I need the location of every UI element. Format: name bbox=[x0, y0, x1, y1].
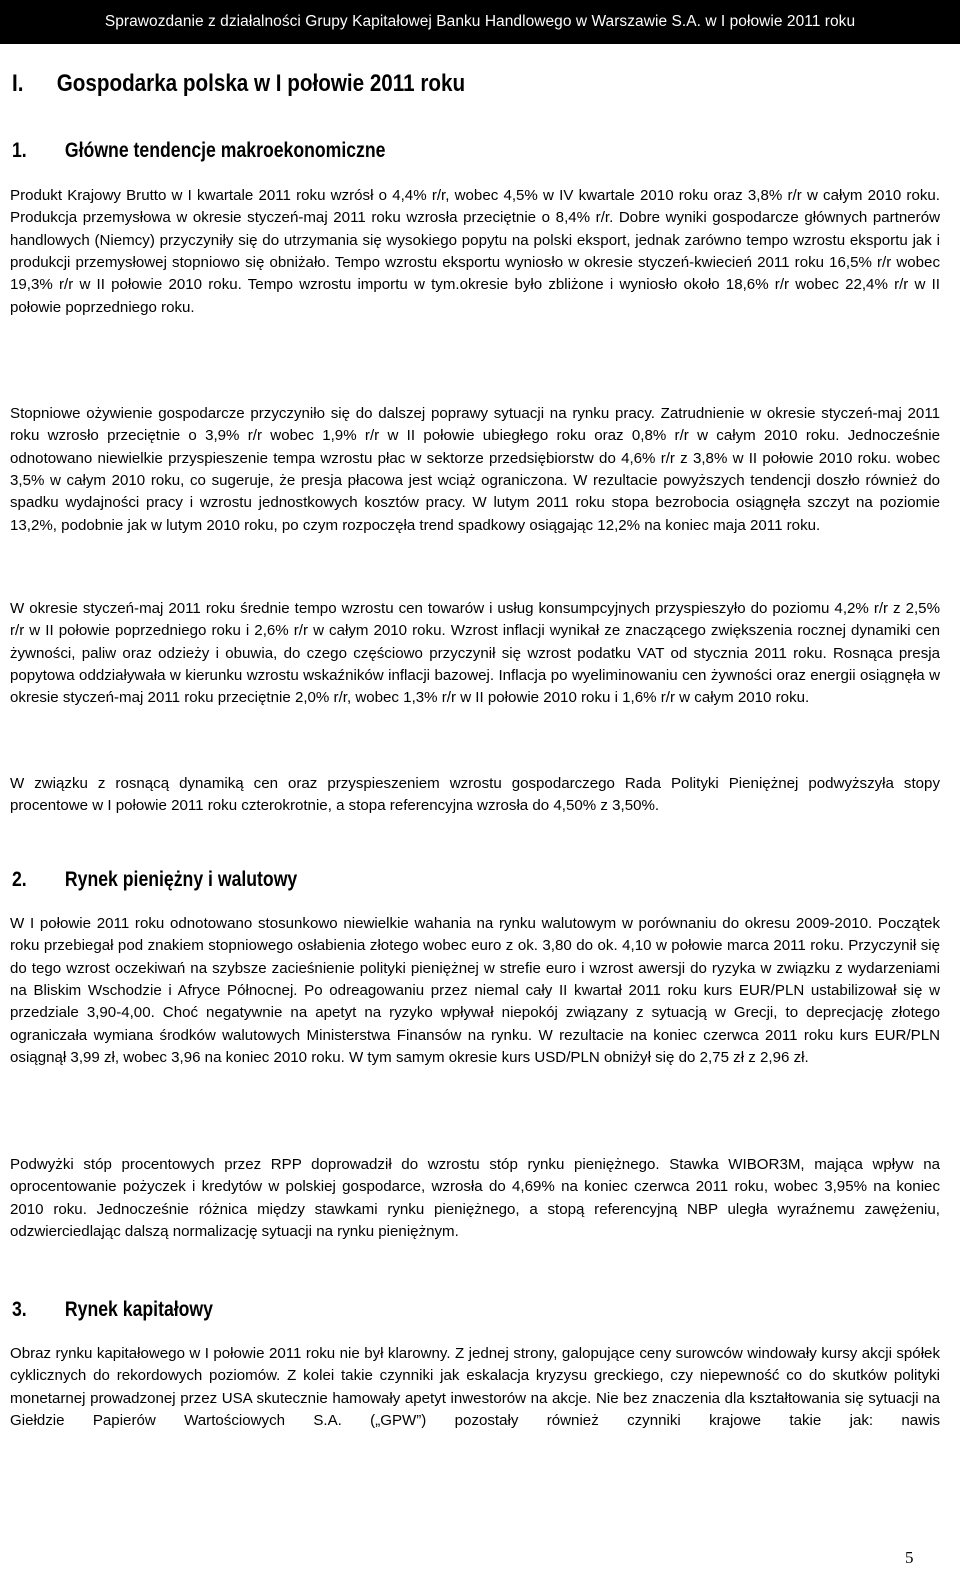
subsection-heading-1 bbox=[12, 139, 385, 163]
paragraph: Stopniowe ożywienie gospodarcze przyczyniło się do dalszej poprawy sytuacji na rynku pracy. Zatrudnienie w okresie styczeń-maj 2011 roku wzrosło przeciętnie o 3,9% r/r wobec 1,9% r/r w II połowie ubiegłego roku oraz 0,8% r/r w całym 2010 roku. Jednocześnie odnotowano niewielkie przyspieszenie tempa wzrostu płac w sektorze przedsiębiorstw do 4,6% r/r z 3,8% w II połowie 2010 roku. wobec 3,5% w całym 2010 roku, co sugeruje, że presja płacowa jest wciąż ograniczona. W rezultacie powyższych tendencji doszło również do spadku wydajności pracy i wzrostu jednostkowych kosztów pracy. W lutym 2011 roku stopa bezrobocia osiągnęła szczyt na poziomie 13,2%, podobnie jak w lutym 2010 roku, po czym rozpoczęła trend spadkowy osiągając 12,2% na koniec maja 2011 roku. bbox=[10, 405, 940, 534]
subsection-heading-3 bbox=[12, 1298, 213, 1322]
subsection-number: 1. bbox=[12, 139, 27, 162]
section-number: I. bbox=[12, 70, 24, 97]
subsection-heading-2 bbox=[12, 868, 297, 892]
page-number: 5 bbox=[905, 1548, 914, 1567]
subsection-title: Rynek pieniężny i walutowy bbox=[64, 868, 298, 891]
paragraph: Produkt Krajowy Brutto w I kwartale 2011 roku wzrósł o 4,4% r/r, wobec 4,5% w IV kwartale 2010 roku oraz 3,8% r/r w całym 2010 roku. Produkcja przemysłowa w okresie styczeń-maj 2011 roku wzrosła przeciętnie o 8,4% r/r. Dobre wyniki gospodarcze głównych partnerów handlowych (Niemcy) przyczyniły się do utrzymania się wysokiego popytu na polski eksport, jednak zarówno tempo wzrostu eksportu jak i produkcji przemysłowej stopniowo się obniżało. Tempo wzrostu eksportu wyniosło w okresie styczeń-kwiecień 2011 roku 16,5% r/r wobec 19,3% r/r w II połowie 2010 roku. Tempo wzrostu importu w tym.okresie było zbliżone i wyniosło około 18,6% r/r wobec 22,4% r/r w II połowie poprzedniego roku. bbox=[10, 187, 940, 316]
paragraph: W I połowie 2011 roku odnotowano stosunkowo niewielkie wahania na rynku walutowym w porównaniu do okresu 2009-2010. Początek roku przebiegał pod znakiem stopniowego osłabienia złotego wobec euro z ok. 3,80 do ok. 4,10 w połowie marca 2011 roku. Przyczynił się do tego wzrost oczekiwań na szybsze zacieśnienie polityki pieniężnej w strefie euro i wzrost awersji do ryzyka w związku z wydarzeniami na Bliskim Wschodzie i Afryce Północnej. Po odreagowaniu przez niemal cały II kwartał 2011 roku kurs EUR/PLN ustabilizował się w przedziale 3,90-4,00. Choć negatywnie na apetyt na ryzyko wpływał niepokój związany z sytuacją w Grecji, to deprecjację złotego ograniczała wymiana środków walutowych Ministerstwa Finansów na rynku. W rezultacie na koniec czerwca 2011 roku kurs EUR/PLN osiągnął 3,99 zł, wobec 3,96 na koniec 2010 roku. W tym samym okresie kurs USD/PLN obniżył się do 2,75 zł z 2,96 zł. bbox=[10, 915, 940, 1067]
section-title: Gospodarka polska w I połowie 2011 roku bbox=[56, 70, 466, 97]
subsection-title: Rynek kapitałowy bbox=[64, 1298, 213, 1321]
paragraph: W okresie styczeń-maj 2011 roku średnie tempo wzrostu cen towarów i usług konsumpcyjnych przyspieszyło do poziomu 4,2% r/r z 2,5% r/r w II połowie poprzedniego roku i 2,6% r/r w całym 2010 roku. Wzrost inflacji wynikał ze znaczącego zwiększenia rocznej dynamiki cen żywności, paliw oraz odzieży i obuwia, do czego częściowo przyczynił się wzrost podatku VAT od stycznia 2011 roku. Rosnąca presja popytowa oddziaływała w kierunku wzrostu wskaźników inflacji bazowej. Inflacja po wyeliminowaniu cen żywności oraz energii osiągnęła w okresie styczeń-maj 2011 roku przeciętnie 2,0% r/r, wobec 1,3% r/r w II połowie 2010 roku i 1,6% r/r w całym 2010 roku. bbox=[10, 600, 940, 707]
paragraph: W związku z rosnącą dynamiką cen oraz przyspieszeniem wzrostu gospodarczego Rada Polityki Pieniężnej podwyższyła stopy procentowe w I połowie 2011 roku czterokrotnie, a stopa referencyjna wzrosła do 4,50% z 3,50%. bbox=[10, 775, 940, 815]
paragraph: Podwyżki stóp procentowych przez RPP doprowadził do wzrostu stóp rynku pieniężnego. Stawka WIBOR3M, mająca wpływ na oprocentowanie pożyczek i kredytów w polskiej gospodarce, wzrosła do 4,69% na koniec czerwca 2011 roku, wobec 3,95% na koniec 2010 roku. Jednocześnie różnica między stawkami rynku pieniężnego, a stopą referencyjną NBP uległa wyraźnemu zawężeniu, odzwierciedlając dalszą normalizację sytuacji na rynku pieniężnym. bbox=[10, 1156, 940, 1241]
page-header: Sprawozdanie z działalności Grupy Kapitałowej Banku Handlowego w Warszawie S.A. w I połowie 2011 roku bbox=[0, 0, 960, 44]
section-heading bbox=[12, 70, 465, 98]
paragraph: Obraz rynku kapitałowego w I połowie 2011 roku nie był klarowny. Z jednej strony, galopujące ceny surowców windowały kursy akcji spółek cyklicznych do rekordowych poziomów. Z kolei takie czynniki jak eskalacja kryzysu greckiego, czy niepewność co do skutków polityki monetarnej prowadzonej przez USA skutecznie hamowały apetyt inwestorów na akcje. Nie bez znaczenia dla kształtowania się sytuacji na Giełdzie Papierów Wartościowych S.A. („GPW”) pozostały również czynniki krajowe takie jak: nawis bbox=[10, 1345, 940, 1430]
subsection-number: 3. bbox=[12, 1298, 27, 1321]
subsection-number: 2. bbox=[12, 868, 27, 891]
subsection-title: Główne tendencje makroekonomiczne bbox=[64, 139, 386, 162]
